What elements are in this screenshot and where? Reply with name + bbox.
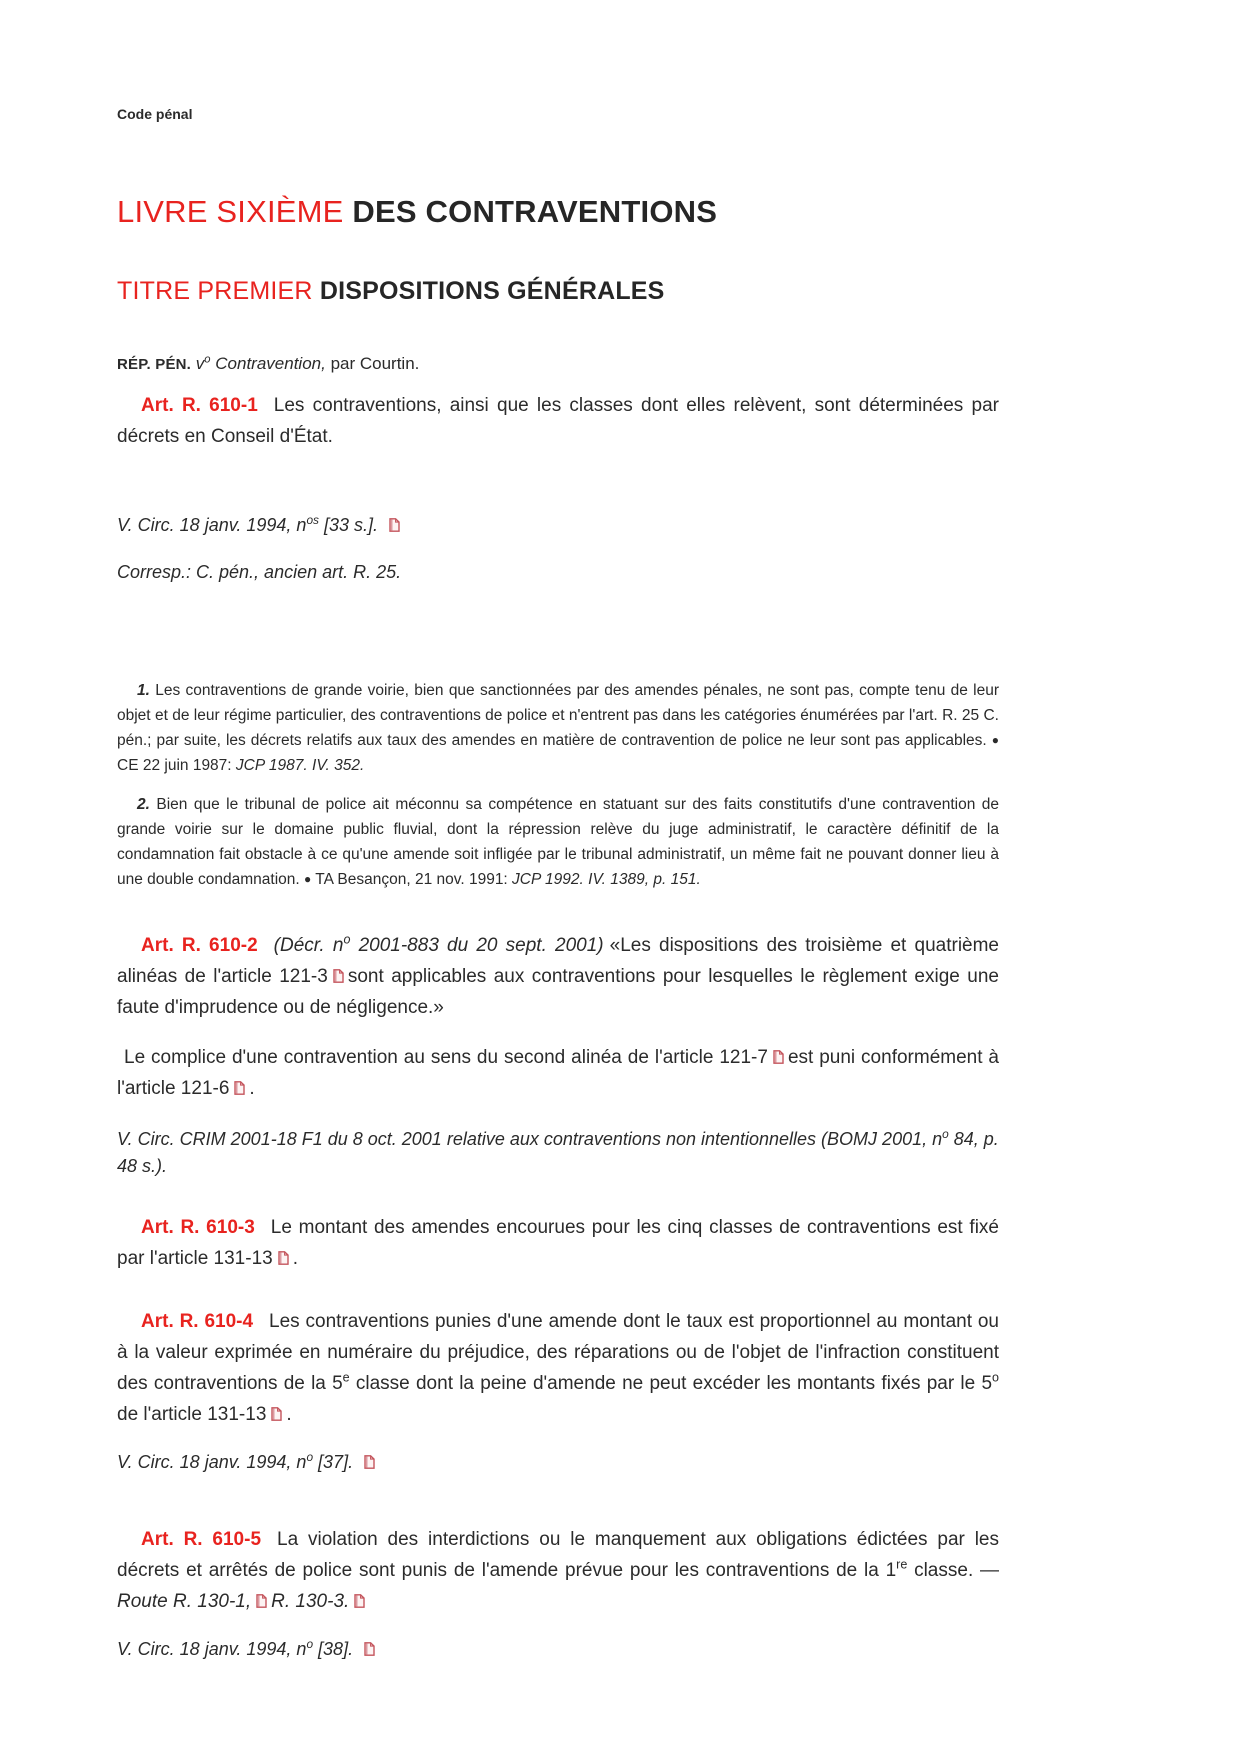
reference-circ-37-text: V. Circ. 18 janv. 1994, n	[117, 1452, 307, 1472]
article-r610-4-sup-1: e	[342, 1370, 350, 1385]
decret-sup: o	[343, 932, 351, 947]
book-title-number: LIVRE SIXIÈME	[117, 194, 353, 229]
repertoire-reference	[117, 354, 999, 374]
page-content	[117, 0, 999, 1663]
chapter-title-number: TITRE PREMIER	[117, 277, 320, 305]
article-r610-2-text-1: «Les dispositions des troisième et quatrième alinéas de l'article 121-3	[117, 935, 1000, 987]
document-link-icon[interactable]	[364, 1455, 375, 1469]
chapter-title	[117, 277, 999, 306]
article-r610-4-text-1: Les contraventions punies d'une amende dont le taux est proportionnel au montant ou à la valeur exprimée en numéraire du préjudice, des réparations ou de l'objet de l'infraction constituent des contraventions de la 5	[117, 1311, 999, 1394]
article-r610-5-sup: re	[896, 1557, 908, 1572]
reference-circ-33-sup: os	[306, 513, 319, 527]
document-link-icon[interactable]	[773, 1050, 784, 1064]
annotation-1	[117, 678, 999, 778]
document-link-icon[interactable]	[364, 1642, 375, 1656]
document-link-icon[interactable]	[234, 1081, 245, 1095]
article-r610-2-al2-text-2: est puni conformément à l'article 121-6	[117, 1047, 999, 1099]
chapter-title-text: DISPOSITIONS GÉNÉRALES	[319, 277, 665, 305]
document-link-icon[interactable]	[333, 969, 344, 983]
annotation-2	[117, 792, 999, 892]
article-r610-4-label: Art. R. 610-4	[141, 1311, 254, 1332]
article-r610-5-label: Art. R. 610-5	[141, 1529, 262, 1550]
article-r610-4-text-2: classe dont la peine d'amende ne peut excéder les montants fixés par le 5	[349, 1373, 993, 1394]
annotation-2-cite: TA Besançon, 21 nov. 1991:	[311, 871, 513, 888]
annotation-2-cite-ref: JCP 1992. IV. 1389, p. 151.	[512, 871, 701, 888]
book-title	[117, 194, 999, 230]
document-link-icon[interactable]	[389, 518, 400, 532]
article-r610-5-route-2: R. 130-3.	[271, 1591, 350, 1612]
annotation-2-number: 2.	[137, 796, 150, 813]
article-r610-4-text-end: .	[286, 1404, 292, 1425]
annotation-1-cite-ref: JCP 1987. IV. 352.	[235, 757, 365, 774]
reference-circ-crim	[117, 1126, 999, 1180]
article-r610-2-label: Art. R. 610-2	[141, 935, 258, 956]
article-r610-2-al2	[117, 1042, 999, 1104]
annotation-1-text: Les contraventions de grande voirie, bien que sanctionnées par des amendes pénales, ne sont pas, compte tenu de leur objet et de leur régime particulier, des contraventions de police et n'entrent pas dans les catégories énumérées par l'art. R. 25 C. pén.; par suite, les décrets relatifs aux taux des amendes en matière de contravention de police ne leur sont pas applicables.	[117, 682, 999, 749]
article-r610-2	[117, 930, 999, 1023]
annotation-1-cite: CE 22 juin 1987:	[117, 757, 236, 774]
article-r610-1	[117, 390, 999, 452]
article-r610-2-al2-text-3: .	[249, 1078, 255, 1099]
decret-date: 2001-883 du 20 sept. 2001)	[350, 935, 604, 956]
reference-circ-37-sup: o	[306, 1450, 314, 1464]
repertoire-label: RÉP. PÉN.	[117, 356, 192, 373]
reference-circ-crim-sup: o	[942, 1127, 949, 1141]
article-r610-4-sup-2: o	[992, 1370, 1000, 1385]
article-r610-2-al2-text-1: Le complice d'une contravention au sens du second alinéa de l'article 121-7	[124, 1047, 768, 1068]
article-r610-1-text: Les contraventions, ainsi que les classes dont elles relèvent, sont déterminées par décrets en Conseil d'État.	[117, 395, 999, 447]
reference-circ-38-text: V. Circ. 18 janv. 1994, n	[117, 1639, 307, 1659]
article-r610-2-decret	[273, 932, 604, 956]
correspondance-line: Corresp.: C. pén., ancien art. R. 25.	[117, 562, 402, 582]
reference-circ-crim-text: V. Circ. CRIM 2001-18 F1 du 8 oct. 2001 relative aux contraventions non intentionnelles (BOMJ 2001, n	[117, 1129, 943, 1149]
reference-circ-37-end: [37].	[313, 1452, 354, 1472]
book-title-text: DES CONTRAVENTIONS	[352, 194, 718, 229]
article-r610-3-label: Art. R. 610-3	[141, 1217, 255, 1238]
article-r610-3-text-end: .	[292, 1248, 298, 1269]
document-header: Code pénal	[117, 106, 193, 122]
reference-circ-38-end: [38].	[313, 1639, 354, 1659]
article-r610-2-text-2: sont applicables aux contraventions pour lesquelles le règlement exige une faute d'imprudence ou de négligence.»	[117, 966, 999, 1018]
article-r610-5-text-1: La violation des interdictions ou le manquement aux obligations édictées par les décrets et arrêtés de police sont punis de l'amende prévue pour les contraventions de la 1	[117, 1529, 1000, 1581]
article-r610-4-text-3: de l'article 131-13	[117, 1404, 267, 1425]
repertoire-sup: o	[204, 353, 211, 366]
bullet-icon: ●	[304, 872, 312, 886]
article-r610-3-text: Le montant des amendes encourues pour les cinq classes de contraventions est fixé par l'article 131-13	[117, 1217, 999, 1269]
reference-circ-33	[117, 512, 999, 539]
bullet-icon: ●	[991, 733, 999, 747]
annotation-1-number: 1.	[137, 682, 150, 699]
reference-circ-33-text: V. Circ. 18 janv. 1994, n	[117, 515, 307, 535]
article-r610-3	[117, 1212, 999, 1274]
document-link-icon[interactable]	[354, 1594, 365, 1608]
article-r610-5-text-2: classe. —	[907, 1560, 999, 1581]
document-link-icon[interactable]	[256, 1594, 267, 1608]
article-r610-5	[117, 1524, 999, 1617]
reference-circ-crim-end: 84, p. 48 s.).	[117, 1129, 999, 1176]
repertoire-v: v	[191, 354, 205, 373]
repertoire-name: Contravention,	[210, 354, 326, 373]
article-r610-1-label: Art. R. 610-1	[141, 395, 258, 416]
reference-circ-33-end: [33 s.].	[318, 515, 379, 535]
decret-text: (Décr. n	[273, 935, 344, 956]
reference-circ-37	[117, 1449, 999, 1476]
repertoire-author: par Courtin.	[325, 354, 420, 373]
article-r610-5-route-1: Route R. 130-1,	[117, 1591, 252, 1612]
article-r610-4	[117, 1306, 999, 1430]
reference-circ-38-sup: o	[306, 1637, 314, 1651]
reference-circ-38	[117, 1636, 999, 1663]
document-link-icon[interactable]	[278, 1251, 289, 1265]
annotation-2-text: Bien que le tribunal de police ait méconnu sa compétence en statuant sur des faits constitutifs d'une contravention de grande voirie sur le domaine public fluvial, dont la répression relève du juge administratif, le caractère définitif de la condamnation fait obstacle à ce qu'une amende soit infligée par le tribunal administratif, un même fait ne pouvant donner lieu à une double condamnation.	[117, 796, 999, 888]
document-link-icon[interactable]	[271, 1407, 282, 1421]
